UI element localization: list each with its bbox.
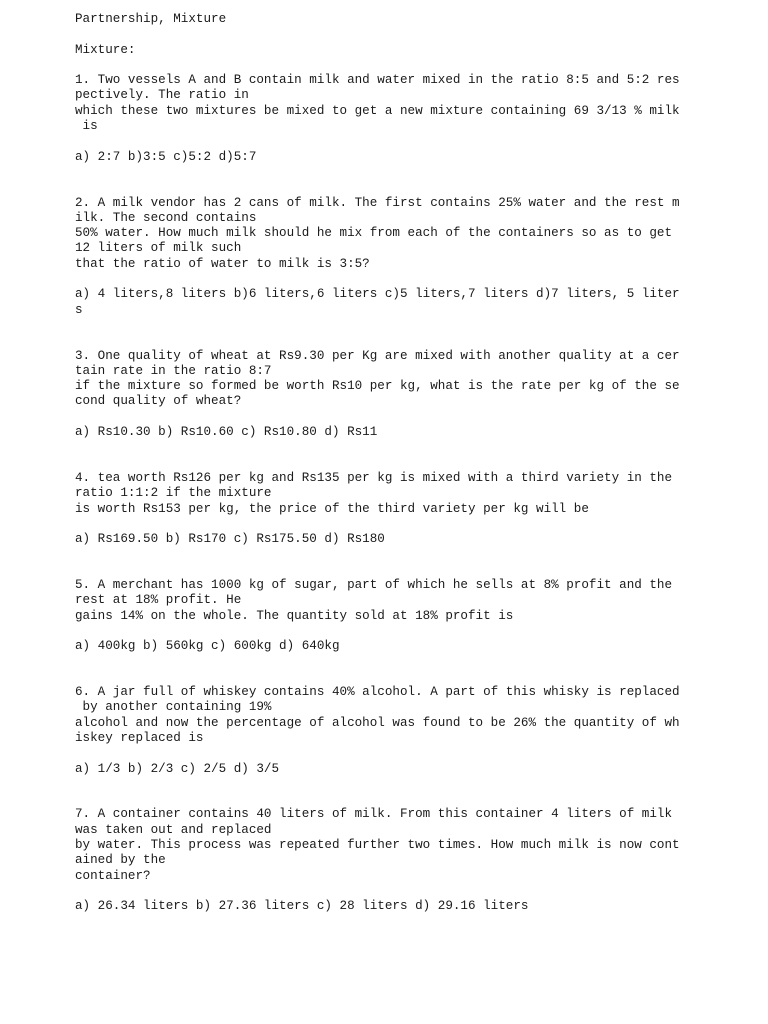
document-text (75, 12, 715, 915)
question-7-options: a) 26.34 liters b) 27.36 liters c) 28 liters d) 29.16 liters (75, 899, 529, 914)
question-5-options: a) 400kg b) 560kg c) 600kg d) 640kg (75, 639, 340, 654)
question-2-line-5: that the ratio of water to milk is 3:5? (75, 256, 370, 271)
question-1-options: a) 2:7 b)3:5 c)5:2 d)5:7 (75, 149, 257, 164)
question-7-line-1: 7. A container contains 40 liters of milk. From this container 4 liters of milk (75, 807, 673, 822)
question-2-line-4: 12 liters of milk such (75, 241, 242, 256)
section-heading: Mixture: (75, 42, 136, 57)
question-7-line-3: by water. This process was repeated further two times. How much milk is now cont (75, 838, 680, 853)
question-3-options: a) Rs10.30 b) Rs10.60 c) Rs10.80 d) Rs11 (75, 425, 378, 440)
question-6-line-3: alcohol and now the percentage of alcohol was found to be 26% the quantity of wh (75, 715, 680, 730)
question-5-line-2: rest at 18% profit. He (75, 593, 242, 608)
question-3-line-3: if the mixture so formed be worth Rs10 per kg, what is the rate per kg of the se (75, 379, 680, 394)
question-6-line-2: by another containing 19% (75, 700, 272, 715)
document-title: Partnership, Mixture (75, 12, 227, 26)
question-2-options-cont: s (75, 302, 83, 317)
question-2-line-3: 50% water. How much milk should he mix from each of the containers so as to get (75, 226, 673, 241)
question-4-line-2: ratio 1:1:2 if the mixture (75, 486, 272, 501)
question-6-options: a) 1/3 b) 2/3 c) 2/5 d) 3/5 (75, 761, 280, 776)
question-7-line-4: ained by the (75, 853, 166, 868)
question-4-line-1: 4. tea worth Rs126 per kg and Rs135 per kg is mixed with a third variety in the (75, 470, 673, 485)
question-6-line-1: 6. A jar full of whiskey contains 40% alcohol. A part of this whisky is replaced (75, 685, 680, 700)
question-2-options: a) 4 liters,8 liters b)6 liters,6 liters c)5 liters,7 liters d)7 liters, 5 liter (75, 287, 680, 302)
question-1-line-2: pectively. The ratio in (75, 88, 249, 103)
question-5-line-3: gains 14% on the whole. The quantity sold at 18% profit is (75, 608, 514, 623)
question-7-line-2: was taken out and replaced (75, 822, 272, 837)
question-1-line-4: is (75, 119, 98, 134)
question-2-line-2: ilk. The second contains (75, 210, 257, 225)
question-5-line-1: 5. A merchant has 1000 kg of sugar, part of which he sells at 8% profit and the (75, 577, 673, 592)
question-1-line-3: which these two mixtures be mixed to get a new mixture containing 69 3/13 % milk (75, 103, 680, 118)
question-4-options: a) Rs169.50 b) Rs170 c) Rs175.50 d) Rs180 (75, 532, 385, 547)
question-1-line-1: 1. Two vessels A and B contain milk and water mixed in the ratio 8:5 and 5:2 res (75, 73, 680, 88)
question-6-line-4: iskey replaced is (75, 730, 204, 745)
question-2-line-1: 2. A milk vendor has 2 cans of milk. The first contains 25% water and the rest m (75, 195, 680, 210)
question-3-line-1: 3. One quality of wheat at Rs9.30 per Kg are mixed with another quality at a cer (75, 348, 680, 363)
question-4-line-3: is worth Rs153 per kg, the price of the third variety per kg will be (75, 501, 589, 516)
question-3-line-4: cond quality of wheat? (75, 394, 242, 409)
question-7-line-5: container? (75, 868, 151, 883)
question-3-line-2: tain rate in the ratio 8:7 (75, 363, 272, 378)
